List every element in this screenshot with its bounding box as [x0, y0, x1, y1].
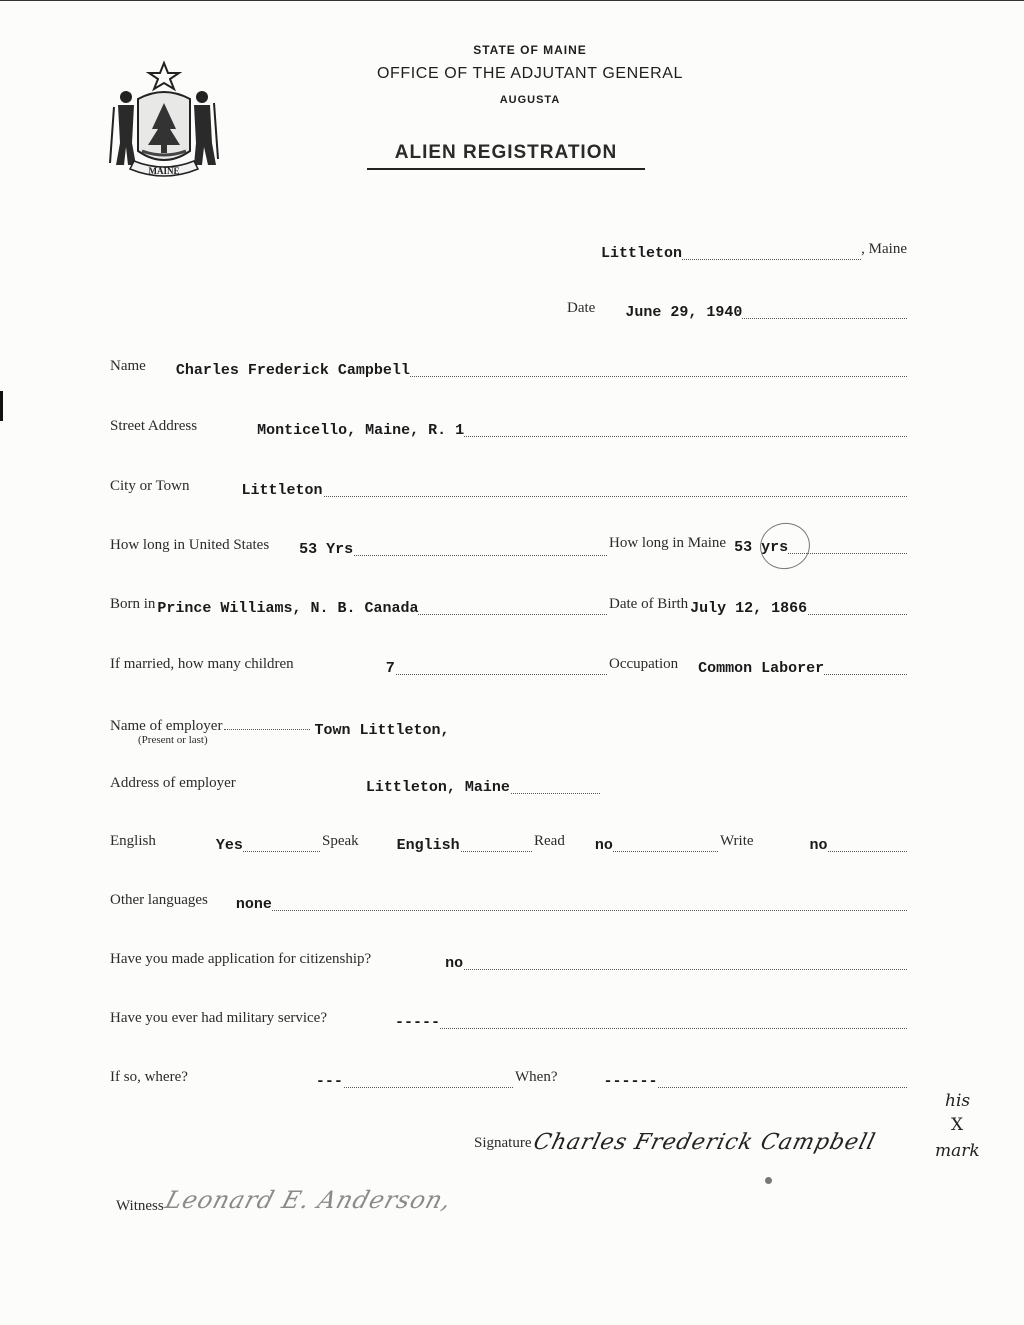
- date-field: [597, 300, 907, 319]
- maine-row: [609, 535, 907, 559]
- header-office: OFFICE OF THE ADJUTANT GENERAL: [376, 65, 684, 82]
- other-languages-label: Other languages: [110, 892, 208, 908]
- born-label: Born in: [110, 596, 156, 612]
- read-field: [567, 833, 718, 852]
- his-mark-annotation: [935, 1091, 995, 1171]
- when-row: [515, 1069, 907, 1093]
- speak-label: Speak: [322, 833, 359, 849]
- name-label: Name: [110, 358, 146, 374]
- employer-address-value: Littleton, Maine: [238, 779, 510, 796]
- military-value: -----: [329, 1014, 440, 1031]
- witness-label: Witness: [116, 1198, 164, 1214]
- maine-value: 53 yrs: [728, 539, 788, 556]
- us-row: [110, 537, 607, 561]
- employer-value: Town Littleton,: [310, 722, 449, 739]
- occupation-row: [609, 656, 907, 680]
- when-field: [559, 1069, 907, 1088]
- employer-field: [224, 715, 530, 739]
- us-label: How long in United States: [110, 537, 270, 553]
- where-field: [190, 1069, 513, 1088]
- children-row: [110, 656, 607, 680]
- witness-row: [116, 1188, 546, 1212]
- maine-label: How long in Maine: [609, 535, 727, 551]
- write-field: [756, 833, 907, 852]
- city-label: City or Town: [110, 478, 190, 494]
- children-label: If married, how many children: [110, 656, 294, 672]
- where-label: If so, where?: [110, 1069, 188, 1085]
- born-field: [155, 596, 607, 615]
- children-value: 7: [296, 660, 395, 677]
- circled-annotation: [756, 518, 814, 573]
- name-value: Charles Frederick Campbell: [148, 362, 410, 379]
- maine-field: [728, 535, 907, 554]
- employer-address-label: Address of employer: [110, 775, 236, 791]
- city-field: [192, 478, 907, 497]
- other-languages-field: [210, 892, 907, 911]
- witness-field: [161, 1186, 546, 1214]
- speak-row: [322, 833, 532, 857]
- english-label: English: [110, 833, 156, 849]
- employer-address-field: [238, 775, 600, 794]
- born-value: Prince Williams, N. B. Canada: [157, 600, 419, 617]
- ink-dot: [765, 1177, 772, 1184]
- english-value: Yes: [158, 837, 243, 854]
- header-state: STATE OF MAINE: [473, 43, 587, 57]
- dob-field: [690, 596, 907, 615]
- dob-value: July 12, 1866: [690, 600, 808, 617]
- write-row: [720, 833, 907, 857]
- other-languages-value: none: [210, 896, 272, 913]
- military-row: [110, 1010, 907, 1034]
- city-value: Littleton: [192, 482, 323, 499]
- english-row: [110, 833, 320, 857]
- name-row: [110, 358, 907, 382]
- street-value: Monticello, Maine, R. 1: [199, 422, 464, 439]
- military-label: Have you ever had military service?: [110, 1010, 327, 1026]
- occupation-label: Occupation: [609, 656, 679, 672]
- us-field: [271, 537, 607, 556]
- date-label: Date: [567, 300, 596, 316]
- street-label: Street Address: [110, 418, 198, 434]
- where-value: ---: [190, 1073, 343, 1090]
- date-row: [567, 300, 907, 324]
- witness-value: Leonard E. Anderson,: [161, 1186, 456, 1214]
- read-value: no: [567, 837, 613, 854]
- born-row: [110, 596, 607, 620]
- employer-sublabel: (Present or last): [138, 734, 208, 746]
- when-value: ------: [559, 1073, 657, 1090]
- place-row: [567, 241, 907, 265]
- occupation-field: [680, 656, 907, 675]
- header-city: AUGUSTA: [499, 94, 561, 106]
- mark-mark-text: mark: [935, 1141, 980, 1161]
- military-field: [329, 1010, 907, 1029]
- other-languages-row: [110, 892, 907, 916]
- citizenship-value: no: [373, 955, 463, 972]
- employer-leader-dots: [224, 715, 310, 730]
- employer-address-row: [110, 775, 600, 799]
- street-row: [110, 418, 907, 442]
- place-value: Littleton: [567, 245, 682, 262]
- city-row: [110, 478, 907, 502]
- write-label: Write: [720, 833, 754, 849]
- citizenship-row: [110, 951, 907, 975]
- signature-row: [474, 1128, 932, 1155]
- date-value: June 29, 1940: [597, 304, 742, 321]
- read-row: [534, 833, 718, 857]
- dob-label: Date of Birth: [609, 596, 689, 612]
- signature-field: [530, 1128, 933, 1155]
- speak-field: [361, 833, 532, 852]
- citizenship-label: Have you made application for citizenship?: [110, 951, 372, 967]
- employer-label: Name of employer: [110, 718, 223, 734]
- when-label: When?: [515, 1069, 558, 1085]
- occupation-value: Common Laborer: [680, 660, 824, 677]
- where-row: [110, 1069, 513, 1093]
- place-suffix: , Maine: [861, 241, 907, 257]
- signature-value: Charles Frederick Campbell: [530, 1130, 878, 1155]
- english-field: [158, 833, 320, 852]
- name-field: [148, 358, 907, 377]
- form-title: ALIEN REGISTRATION: [367, 142, 645, 170]
- seal-banner-text: MAINE: [148, 166, 180, 176]
- us-value: 53 Yrs: [271, 541, 353, 558]
- mark-his-text: his: [945, 1091, 971, 1111]
- write-value: no: [756, 837, 828, 854]
- signature-label: Signature: [474, 1135, 532, 1151]
- read-label: Read: [534, 833, 565, 849]
- dob-row: [609, 596, 907, 620]
- children-field: [296, 656, 607, 675]
- speak-value: English: [361, 837, 460, 854]
- mark-x-text: X: [951, 1115, 964, 1135]
- street-field: [199, 418, 907, 437]
- place-field: [567, 241, 861, 260]
- citizenship-field: [373, 951, 907, 970]
